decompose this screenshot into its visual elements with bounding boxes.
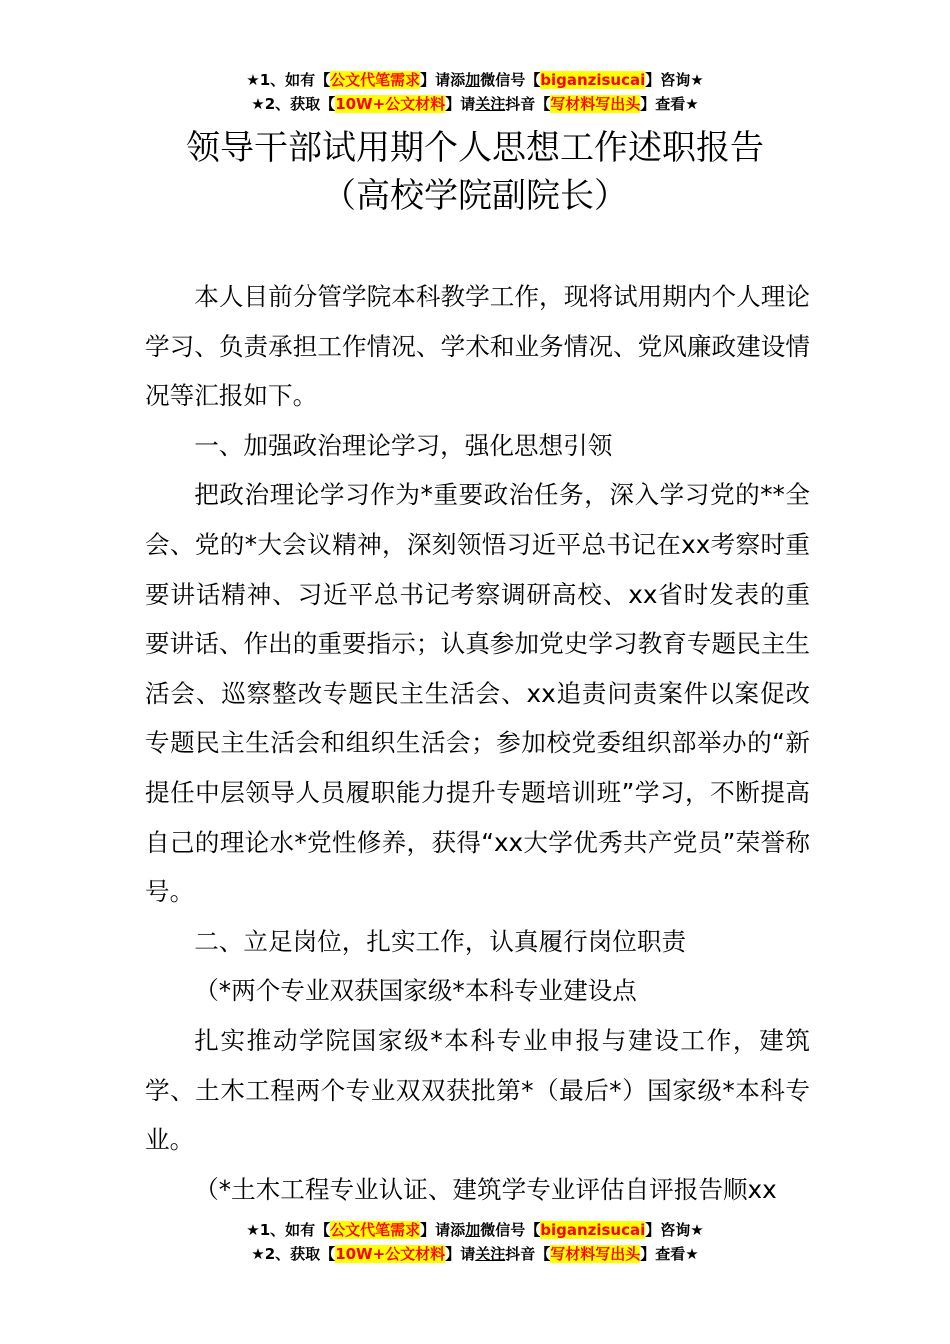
- promo-text: 微信号【: [480, 71, 541, 89]
- subsection-heading-2: （*土木工程专业认证、建筑学专业评估自评报告顺xx: [194, 1174, 777, 1204]
- promo-text: 】查看★: [640, 95, 699, 113]
- promo-text: ★1、如有【: [246, 1221, 331, 1239]
- promo-text: ★1、如有【: [246, 71, 331, 89]
- body-paragraph: 把政治理论学习作为*重要政治任务，深入学习党的**全会、党的*大会议精神，深刻领悟习近平总书记在xx考察时重要讲话精神、习近平总书记考察调研高校、xx省时发表的重要讲话、作出的重要指示；认真参加党史学习教育专题民主生活会、巡察整改专题民主生活会、xx追责问责案件以案促改专题民主生活会和组织生活会；参加校党委组织部举办的“新提任中层领导人员履职能力提升专题培训班”学习，不断提高自己的理论水*党性修养，获得“xx大学优秀共产党员”荣誉称号。: [145, 480, 810, 907]
- intro-paragraph: 本人目前分管学院本科教学工作，现将试用期内个人理论学习、负责承担工作情况、学术和业务情况、党风廉政建设情况等汇报如下。: [145, 282, 810, 411]
- promo-highlight: biganzisucai: [540, 1221, 646, 1239]
- promo-text: 微信号【: [480, 1221, 541, 1239]
- section-heading-2: 二、立足岗位，扎实工作，认真履行岗位职责: [194, 926, 687, 956]
- promo-line-1: [0, 1218, 950, 1242]
- promo-text: 】请添: [420, 1221, 466, 1239]
- section-heading-1: 一、加强政治理论学习，强化思想引领: [194, 430, 613, 460]
- promo-text-underlined: 加: [465, 1221, 481, 1239]
- promo-text: ★2、获取【: [251, 1245, 336, 1263]
- promo-line-2: [0, 92, 950, 116]
- promo-highlight: 10W+公文材料: [335, 95, 446, 113]
- promo-highlight: 写材料写出头: [550, 1245, 641, 1263]
- promo-text: 】请添: [420, 71, 466, 89]
- document-title: 领导干部试用期个人思想工作述职报告: [186, 128, 764, 168]
- promo-text: 】咨询★: [645, 71, 704, 89]
- promo-text-underlined: 加: [465, 71, 481, 89]
- promo-line-2: [0, 1242, 950, 1266]
- promo-text: 抖音【: [505, 1245, 551, 1263]
- promo-text: 】咨询★: [645, 1221, 704, 1239]
- promo-text: ★2、获取【: [251, 95, 336, 113]
- subsection-heading-1: （*两个专业双获国家级*本科专业建设点: [194, 976, 637, 1006]
- promo-banner-top: [0, 68, 950, 116]
- promo-text: 】查看★: [640, 1245, 699, 1263]
- promo-text: 】请: [445, 95, 476, 113]
- promo-text: 抖音【: [505, 95, 551, 113]
- promo-highlight: 公文代笔需求: [330, 71, 421, 89]
- body-paragraph: 扎实推动学院国家级*本科专业申报与建设工作，建筑学、土木工程两个专业双双获批第*（最后*）国家级*本科专业。: [145, 1025, 810, 1155]
- promo-text-underlined: 关注: [475, 95, 506, 113]
- promo-highlight: 写材料写出头: [550, 95, 641, 113]
- document-subtitle: （高校学院副院长）: [322, 176, 628, 216]
- promo-highlight: 公文代笔需求: [330, 1221, 421, 1239]
- promo-text-underlined: 关注: [475, 1245, 506, 1263]
- promo-line-1: [0, 68, 950, 92]
- promo-banner-bottom: [0, 1218, 950, 1266]
- promo-text: 】请: [445, 1245, 476, 1263]
- document-body: [145, 272, 810, 1214]
- promo-highlight: 10W+公文材料: [335, 1245, 446, 1263]
- promo-highlight: biganzisucai: [540, 71, 646, 89]
